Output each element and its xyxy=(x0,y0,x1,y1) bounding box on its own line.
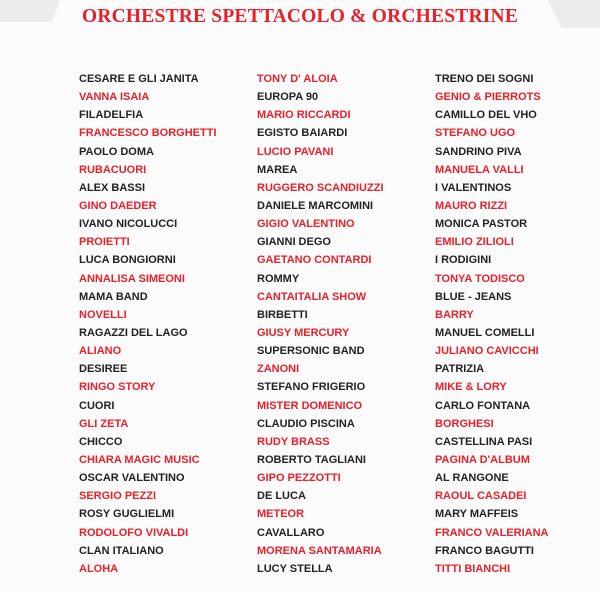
band-name: CESARE E GLI JANITA xyxy=(79,73,199,85)
band-column-2 xyxy=(257,70,384,578)
band-name: MAREA xyxy=(257,163,298,176)
band-name: ZANONI xyxy=(257,363,300,376)
band-name: BLUE - JEANS xyxy=(435,290,512,303)
band-name: I RODIGINI xyxy=(435,254,492,267)
band-name: SERGIO PEZZI xyxy=(79,490,157,503)
band-name: PAGINA D'ALBUM xyxy=(435,453,530,466)
band-name: MARIO RICCARDI xyxy=(257,109,351,122)
band-name: MONICA PASTOR xyxy=(435,218,528,231)
band-name: DE LUCA xyxy=(257,490,306,503)
band-name: FILADELFIA xyxy=(79,109,144,122)
band-name: RAOUL CASADEI xyxy=(435,490,527,503)
band-name: FRANCO VALERIANA xyxy=(435,526,549,539)
band-column-3 xyxy=(435,70,548,578)
band-name: GIGIO VALENTINO xyxy=(257,218,355,231)
band-name: CASTELLINA PASI xyxy=(435,435,533,448)
band-name: RINGO STORY xyxy=(79,381,156,394)
band-name: GENIO & PIERROTS xyxy=(435,91,541,104)
band-name: PROIETTI xyxy=(79,236,130,249)
band-name: VANNA ISAIA xyxy=(79,91,150,104)
band-name: STEFANO UGO xyxy=(435,127,516,140)
band-name: DANIELE MARCOMINI xyxy=(257,199,374,212)
band-name: CUORI xyxy=(79,399,115,412)
band-name: ALOHA xyxy=(79,562,119,575)
band-name: FRANCESCO BORGHETTI xyxy=(79,127,217,140)
band-name: EGISTO BAIARDI xyxy=(257,127,348,140)
band-name: SUPERSONIC BAND xyxy=(257,345,365,358)
band-name: CARLO FONTANA xyxy=(435,399,531,412)
band-name: I VALENTINOS xyxy=(435,181,512,194)
band-name: ROMMY xyxy=(257,272,300,285)
band-name: OSCAR VALENTINO xyxy=(79,472,185,485)
band-name: ANNALISA SIMEONI xyxy=(79,272,185,285)
band-name: RUDY BRASS xyxy=(257,435,330,448)
band-name: STEFANO FRIGERIO xyxy=(257,381,366,394)
band-name: RUBACUORI xyxy=(79,163,147,176)
band-name: TRENO DEI SOGNI xyxy=(435,73,534,85)
band-name: IVANO NICOLUCCI xyxy=(79,218,178,231)
band-name: GIPO PEZZOTTI xyxy=(257,472,341,485)
band-name: ROSY GUGLIELMI xyxy=(79,508,175,521)
band-name: METEOR xyxy=(257,508,305,521)
band-name: EMILIO ZILIOLI xyxy=(435,236,514,249)
band-name: EUROPA 90 xyxy=(257,91,319,104)
band-name: PAOLO DOMA xyxy=(79,145,154,158)
band-name: RUGGERO SCANDIUZZI xyxy=(257,181,384,194)
band-name: CLAUDIO PISCINA xyxy=(257,417,355,430)
band-name: GIANNI DEGO xyxy=(257,236,331,249)
band-name: CAMILLO DEL VHO xyxy=(435,109,537,122)
band-name: CHIARA MAGIC MUSIC xyxy=(79,453,200,466)
band-name: GINO DAEDER xyxy=(79,199,157,212)
band-name: MAMA BAND xyxy=(79,290,148,303)
band-name: TITTI BIANCHI xyxy=(435,562,511,575)
band-name: TONYA TODISCO xyxy=(435,272,525,285)
band-name: RODOLOFO VIVALDI xyxy=(79,526,189,539)
band-name: MIKE & LORY xyxy=(435,381,507,394)
band-name: CHICCO xyxy=(79,435,123,448)
band-name: GIUSY MERCURY xyxy=(257,326,350,339)
band-name: BIRBETTI xyxy=(257,308,308,321)
band-name: MISTER DOMENICO xyxy=(257,399,363,412)
band-name: DESIREE xyxy=(79,363,128,376)
band-name: MANUEL COMELLI xyxy=(435,326,535,339)
page-title: ORCHESTRE SPETTACOLO & ORCHESTRINE xyxy=(81,6,519,27)
band-name: NOVELLI xyxy=(79,308,127,321)
band-name: BARRY xyxy=(435,308,474,321)
band-name: MAURO RIZZI xyxy=(435,199,508,212)
band-name: GLI ZETA xyxy=(79,417,129,430)
band-column-1 xyxy=(79,70,217,578)
band-name: SANDRINO PIVA xyxy=(435,145,522,158)
band-name: MARY MAFFEIS xyxy=(435,508,519,521)
band-name: AL RANGONE xyxy=(435,472,509,485)
band-name: JULIANO CAVICCHI xyxy=(435,345,539,358)
band-name: TONY D' ALOIA xyxy=(257,73,338,85)
band-name: LUCIO PAVANI xyxy=(257,145,334,158)
band-name: ROBERTO TAGLIANI xyxy=(257,453,366,466)
band-name: MORENA SANTAMARIA xyxy=(257,544,382,557)
band-name: ALIANO xyxy=(79,345,122,358)
band-name: LUCA BONGIORNI xyxy=(79,254,176,267)
band-name: RAGAZZI DEL LAGO xyxy=(79,326,188,339)
band-name: GAETANO CONTARDI xyxy=(257,254,372,267)
band-name: BORGHESI xyxy=(435,417,494,430)
band-name: PATRIZIA xyxy=(435,363,485,376)
band-name: MANUELA VALLI xyxy=(435,163,524,176)
band-name: LUCY STELLA xyxy=(257,562,333,575)
band-name: CLAN ITALIANO xyxy=(79,544,164,557)
band-name: FRANCO BAGUTTI xyxy=(435,544,534,557)
band-name: ALEX BASSI xyxy=(79,181,146,194)
band-name: CANTAITALIA SHOW xyxy=(257,290,367,303)
band-name: CAVALLARO xyxy=(257,526,325,539)
